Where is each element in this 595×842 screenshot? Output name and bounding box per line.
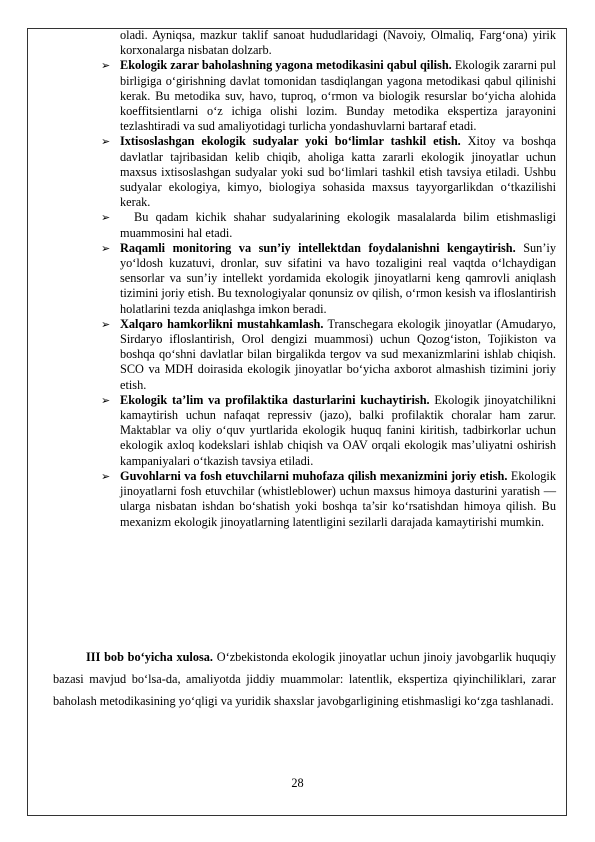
item-body: Xitoy va boshqa davlatlar tajribasidan kelib chiqib, aholiga katta zararli ekologik jinoyatlar uchun maxsus ixtisoslashgan sudyalar yoki sud bo‘limlari tashkil etish tavsiya etiladi. Ushbu sudyalar ekologiya, kimyo, biologiya sohasida maxsus tayyorgarlikdan o‘tkazilishi kerak. xyxy=(120,134,556,210)
document-body xyxy=(87,28,556,530)
page-number: 28 xyxy=(291,776,304,790)
item-heading: Ixtisoslashgan ekologik sudyalar yoki bo‘limlar tashkil etish. xyxy=(120,134,461,149)
item-heading: Ekologik zarar baholashning yagona metodikasini qabul qilish. xyxy=(120,58,452,73)
item-heading: Ekologik ta’lim va profilaktika dasturlarini kuchaytirish. xyxy=(120,392,430,407)
item-body: Transchegara ekologik jinoyatlar (Amudaryo, Sirdaryo ifloslantirish, Orol dengizi muammosi) uchun Qozog‘iston, Tojikiston va boshqa qo‘shni davlatlar bilan birgalikda tergov va sud mexanizmlarini ishlab chiqish. SCO va MDH doirasida ekologik jinoyatlar bo‘yicha axborot almashish tizimini joriy etish. xyxy=(120,316,557,392)
item-body: Ekologik zararni pul birligiga o‘girishning davlat tomonidan tasdiqlangan yagona metodikasi qabul qilinishi kerak. Bu metodika suv, havo, tuproq, o‘rmon va biologik resurslar bo‘yicha alohida koeffitsientlarni o‘z ichiga olishi lozim. Bunday metodika ekspertiza jarayonini tezlashtiradi va sud amaliyotidagi turlicha yondashuvlarni bartaraf etadi. xyxy=(120,58,556,134)
arrow-bullet-icon: ➢ xyxy=(101,393,111,407)
arrow-bullet-icon: ➢ xyxy=(101,241,111,255)
arrow-bullet-icon: ➢ xyxy=(101,317,111,331)
list-item xyxy=(87,58,556,134)
conclusion-paragraph xyxy=(53,646,556,712)
item-body: Ekologik jinoyatlarni fosh etuvchilar (whistleblower) uchun maxsus himoya dasturini yaratish — ularga nisbatan ishdan bo‘shatish yoki boshqa ta’sir ko‘rsatishdan himoya qilish. Bu mexanizm ekologik jinoyatlarning latentligini sezilarli darajada kamaytirishi mumkin. xyxy=(120,468,556,529)
item-heading: Raqamli monitoring va sun’iy intellektdan foydalanishni kengaytirish. xyxy=(120,240,516,255)
list-item xyxy=(87,393,556,469)
arrow-bullet-icon: ➢ xyxy=(101,211,111,225)
list-item xyxy=(87,134,556,210)
conclusion-heading: III bob bo‘yicha xulosa. xyxy=(86,650,214,664)
item-body: Sun’iy yo‘ldosh kuzatuvi, dronlar, suv sifatini va havo tozaligini real vaqtda o‘lchaydigan sensorlar va sun’iy intellekt yordamida ekologik jinoyatlarni keng qamrovli aniqlash tizimini joriy etish. Bu texnologiyalar qonunsiz ov qilish, o‘rmon kesish va ifloslantirish holatlarini tezda aniqlashga imkon beradi. xyxy=(120,240,556,316)
item-heading: Guvohlarni va fosh etuvchilarni muhofaza qilish mexanizmini joriy etish. xyxy=(120,468,508,483)
arrow-bullet-icon: ➢ xyxy=(101,135,111,149)
list-item xyxy=(87,210,556,240)
item-heading: Xalqaro hamkorlikni mustahkamlash. xyxy=(120,316,324,331)
arrow-bullet-icon: ➢ xyxy=(101,59,111,73)
recommendation-list xyxy=(87,58,556,529)
list-item xyxy=(87,241,556,317)
item-body: Bu qadam kichik shahar sudyalarining ekologik masalalarda bilim etishmasligi muammosini hal etadi. xyxy=(120,210,556,240)
arrow-bullet-icon: ➢ xyxy=(101,469,111,483)
list-item xyxy=(87,317,556,393)
intro-paragraph: oladi. Ayniqsa, mazkur taklif sanoat hududlaridagi (Navoiy, Olmaliq, Farg‘ona) yirik korxonalarga nisbatan dolzarb. xyxy=(120,28,556,58)
list-item xyxy=(87,469,556,530)
conclusion-block xyxy=(53,646,556,712)
item-body: Ekologik jinoyatchilikni kamaytirish uchun nafaqat repressiv (jazo), balki profilaktik choralar ham zarur. Maktablar va oliy o‘quv yurtlarida ekologik huquq fanini kiritish, tadbirkorlar uchun ekologik axloq kodekslari ishlab chiqish va OAV orqali ekologik mas’uliyatni oshirish kampaniyalari o‘tkazish tavsiya etiladi. xyxy=(120,392,556,468)
conclusion-body: O‘zbekistonda ekologik jinoyatlar uchun jinoiy javobgarlik huquqiy bazasi mavjud bo‘lsa-da, amaliyotda jiddiy muammolar: latentlik, ekspertiza qiyinchiliklari, zarar baholash metodikasining yo‘qligi va yuridik shaxslar javobgarligining etishmasligi ko‘zga tashlanadi. xyxy=(53,650,556,708)
